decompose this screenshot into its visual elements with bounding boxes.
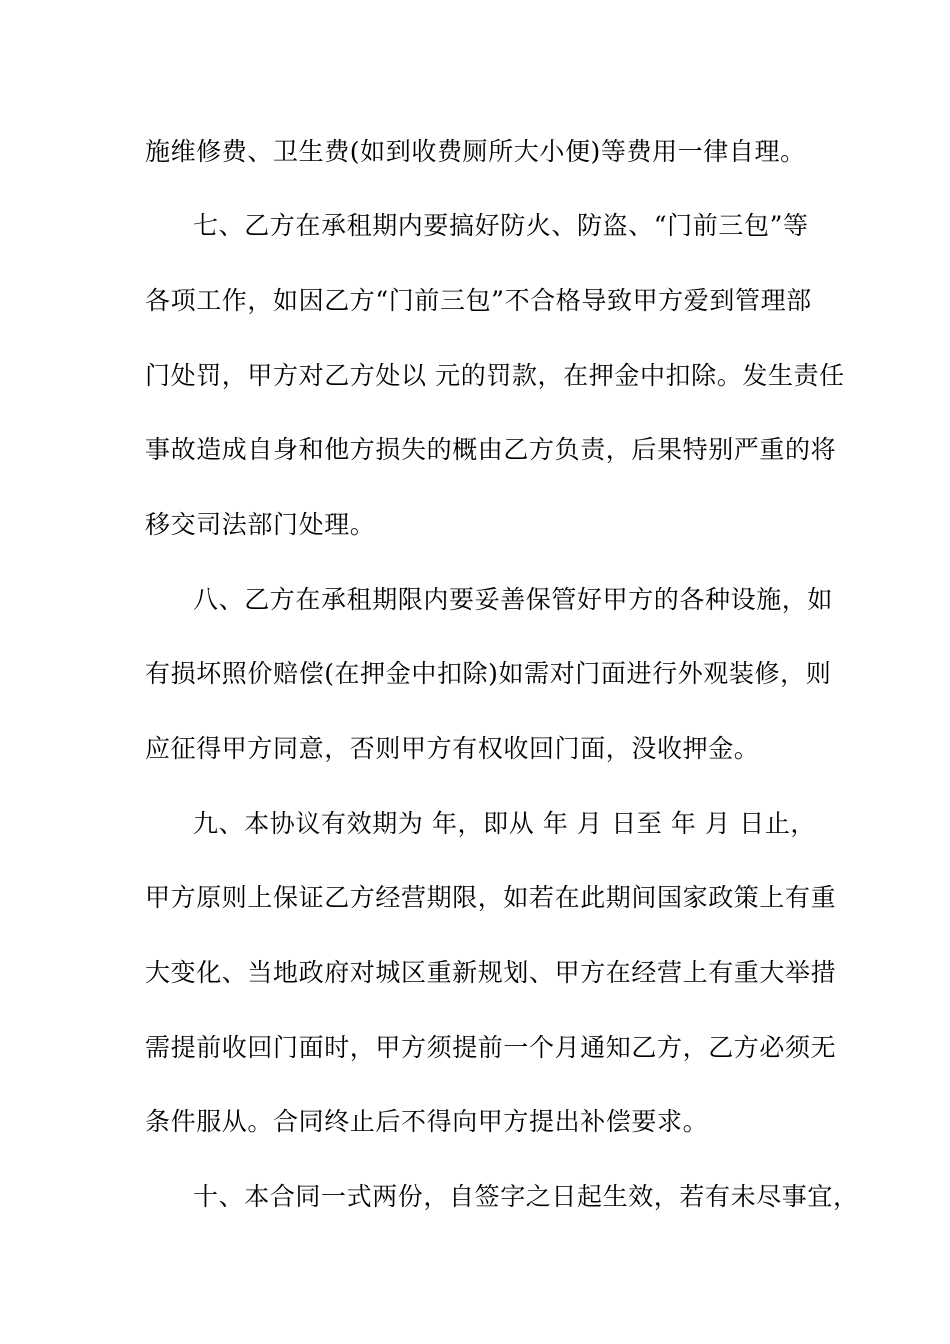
text-line: 各项工作，如因乙方“门前三包”不合格导致甲方爱到管理部 xyxy=(145,286,812,315)
paragraph-7-start: 七、乙方在承租期内要搞好防火、防盗、“门前三包”等 xyxy=(193,211,809,240)
paragraph-8-start: 八、乙方在承租期限内要妥善保管好甲方的各种设施，如 xyxy=(193,585,834,614)
text-line: 条件服从。合同终止后不得向甲方提出补偿要求。 xyxy=(145,1107,709,1136)
text-line: 需提前收回门面时，甲方须提前一个月通知乙方，乙方必须无 xyxy=(145,1033,837,1062)
text-line: 应征得甲方同意，否则甲方有权收回门面，没收押金。 xyxy=(145,734,760,763)
text-line: 事故造成自身和他方损失的概由乙方负责，后果特别严重的将 xyxy=(145,435,837,464)
paragraph-10-start: 十、本合同一式两份，自签字之日起生效，若有未尽事宜， xyxy=(193,1182,859,1211)
text-line: 大变化、当地政府对城区重新规划、甲方在经营上有重大举措 xyxy=(145,958,837,987)
text-line: 甲方原则上保证乙方经营期限，如若在此期间国家政策上有重 xyxy=(145,883,837,912)
paragraph-9-start: 九、本协议有效期为 年，即从 年 月 日至 年 月 日止， xyxy=(193,809,817,838)
text-line: 有损坏照价赔偿(在押金中扣除)如需对门面进行外观装修，则 xyxy=(145,659,832,688)
text-line: 施维修费、卫生费(如到收费厕所大小便)等费用一律自理。 xyxy=(145,137,806,166)
text-line: 门处罚，甲方对乙方处以 元的罚款，在押金中扣除。发生责任 xyxy=(145,361,845,390)
text-line: 移交司法部门处理。 xyxy=(145,510,376,539)
